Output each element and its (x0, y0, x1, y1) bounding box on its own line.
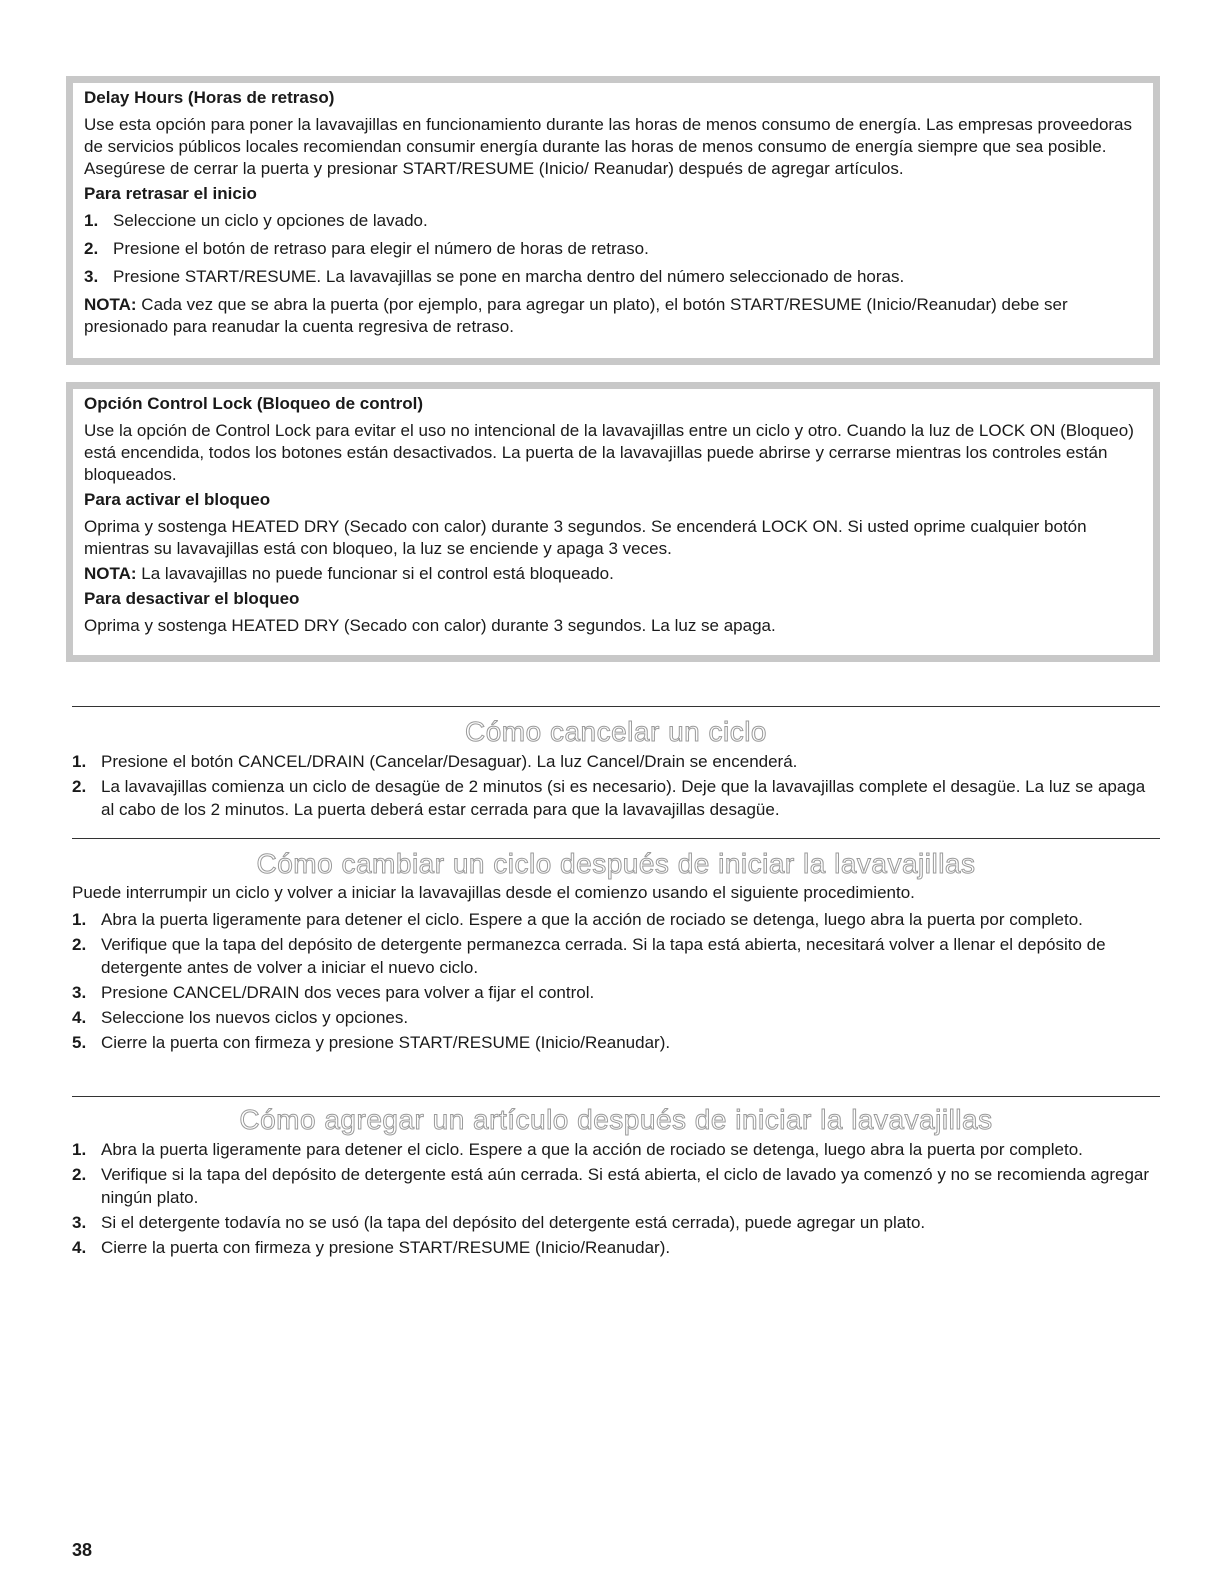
activate-lock-text: Oprima y sostenga HEATED DRY (Secado con calor) durante 3 segundos. Se encenderá LOCK ON. Si usted oprime cualquier botón mientras su lavavajillas está con bloqueo, la luz se enciende y apaga 3 veces. (84, 517, 1087, 558)
step-text: Presione el botón de retraso para elegir el número de horas de retraso. (113, 239, 649, 258)
list-item (84, 238, 1143, 260)
step-number: 2. (72, 777, 87, 796)
control-lock-box (66, 382, 1160, 662)
note-text: La lavavajillas no puede funcionar si el control está bloqueado. (136, 564, 614, 583)
step-text: La lavavajillas comienza un ciclo de desagüe de 2 minutos (si es necesario). Deje que la lavavajillas complete el desagüe. La luz se apaga al cabo de los 2 minutos. La puerta deberá estar cerrada para que la lavavajillas desagüe. (101, 777, 1146, 819)
delay-hours-intro: Use esta opción para poner la lavavajillas en funcionamiento durante las horas de menos consumo de energía. Las empresas proveedoras de servicios públicos locales recomiendan consumir energía durante las horas de menos consumo de energía siempre que sea posible. Asegúrese de cerrar la puerta y presionar START/RESUME (Inicio/ Reanudar) después de agregar artículos. (84, 115, 1133, 178)
step-text: Abra la puerta ligeramente para detener el ciclo. Espere a que la acción de rociado se detenga, luego abra la puerta por completo. (101, 1140, 1083, 1159)
step-number: 2. (72, 935, 87, 954)
step-text: Presione el botón CANCEL/DRAIN (Cancelar/Desaguar). La luz Cancel/Drain se encenderá. (101, 752, 798, 771)
step-number: 3. (72, 983, 87, 1002)
deactivate-lock-subheading: Para desactivar el bloqueo (84, 589, 300, 608)
section-divider (72, 838, 1160, 839)
step-text: Seleccione un ciclo y opciones de lavado. (113, 211, 428, 230)
step-text: Verifique si la tapa del depósito de detergente está aún cerrada. Si está abierta, el ciclo de lavado ya comenzó y no se recomienda agregar ningún plato. (101, 1165, 1150, 1207)
list-item (72, 981, 1160, 1004)
step-text: Si el detergente todavía no se usó (la tapa del depósito del detergente está cerrada), puede agregar un plato. (101, 1213, 926, 1232)
section-divider (72, 706, 1160, 707)
list-item (72, 1163, 1160, 1209)
step-text: Seleccione los nuevos ciclos y opciones. (101, 1008, 409, 1027)
list-item (72, 908, 1160, 931)
delay-note (84, 294, 1143, 338)
step-number: 4. (72, 1238, 87, 1257)
step-number: 1. (72, 752, 87, 771)
delay-hours-box (66, 76, 1160, 365)
step-number: 1. (84, 211, 99, 230)
delay-start-subheading: Para retrasar el inicio (84, 184, 257, 203)
activate-lock-subheading: Para activar el bloqueo (84, 490, 271, 509)
delay-hours-heading: Delay Hours (Horas de retraso) (84, 88, 335, 107)
step-number: 2. (72, 1165, 87, 1184)
note-label: NOTA: (84, 295, 137, 314)
list-item (72, 775, 1160, 821)
step-number: 4. (72, 1008, 87, 1027)
step-number: 1. (72, 1140, 87, 1159)
section-title: Cómo cancelar un ciclo (464, 716, 768, 747)
step-text: Presione CANCEL/DRAIN dos veces para volver a fijar el control. (101, 983, 595, 1002)
note-label: NOTA: (84, 564, 137, 583)
change-cycle-section (72, 848, 1160, 1056)
step-text: Presione START/RESUME. La lavavajillas se pone en marcha dentro del número seleccionado de horas. (113, 267, 905, 286)
cancel-cycle-section (72, 716, 1160, 823)
add-steps-list (72, 1138, 1160, 1259)
lock-note (84, 563, 1143, 585)
section-title: Cómo cambiar un ciclo después de iniciar la lavavajillas (256, 848, 976, 879)
step-text: Cierre la puerta con firmeza y presione START/RESUME (Inicio/Reanudar). (101, 1238, 671, 1257)
deactivate-lock-text: Oprima y sostenga HEATED DRY (Secado con calor) durante 3 segundos. La luz se apaga. (84, 616, 776, 635)
step-text: Cierre la puerta con firmeza y presione START/RESUME (Inicio/Reanudar). (101, 1033, 671, 1052)
page-number: 38 (72, 1540, 93, 1560)
step-number: 3. (72, 1213, 87, 1232)
step-number: 5. (72, 1033, 87, 1052)
step-number: 3. (84, 267, 99, 286)
list-item (84, 266, 1143, 288)
control-lock-intro: Use la opción de Control Lock para evitar el uso no intencional de la lavavajillas entre un ciclo y otro. Cuando la luz de LOCK ON (Bloqueo) está encendida, todos los botones están desactivados. La puerta de la lavavajillas puede abrirse y cerrarse mientras los controles están bloqueados. (84, 421, 1134, 484)
control-lock-heading: Opción Control Lock (Bloqueo de control) (84, 394, 424, 413)
step-text: Verifique que la tapa del depósito de detergente permanezca cerrada. Si la tapa está abierta, necesitará volver a llenar el depósito de detergente antes de volver a iniciar el nuevo ciclo. (101, 935, 1106, 977)
step-text: Abra la puerta ligeramente para detener el ciclo. Espere a que la acción de rociado se detenga, luego abra la puerta por completo. (101, 910, 1083, 929)
list-item (72, 1211, 1160, 1234)
list-item (72, 1138, 1160, 1161)
step-number: 2. (84, 239, 99, 258)
change-cycle-intro: Puede interrumpir un ciclo y volver a iniciar la lavavajillas desde el comienzo usando el siguiente procedimiento. (72, 883, 915, 902)
add-item-section (72, 1104, 1160, 1261)
section-title: Cómo agregar un artículo después de iniciar la lavavajillas (239, 1104, 993, 1135)
list-item (72, 933, 1160, 979)
note-text: Cada vez que se abra la puerta (por ejemplo, para agregar un plato), el botón START/RESUME (Inicio/Reanudar) debe ser presionado para reanudar la cuenta regresiva de retraso. (84, 295, 1068, 336)
delay-steps-list (84, 210, 1143, 288)
list-item (72, 1031, 1160, 1054)
list-item (72, 750, 1160, 773)
cancel-steps-list (72, 750, 1160, 821)
list-item (84, 210, 1143, 232)
change-steps-list (72, 908, 1160, 1054)
list-item (72, 1006, 1160, 1029)
section-divider (72, 1096, 1160, 1097)
list-item (72, 1236, 1160, 1259)
step-number: 1. (72, 910, 87, 929)
